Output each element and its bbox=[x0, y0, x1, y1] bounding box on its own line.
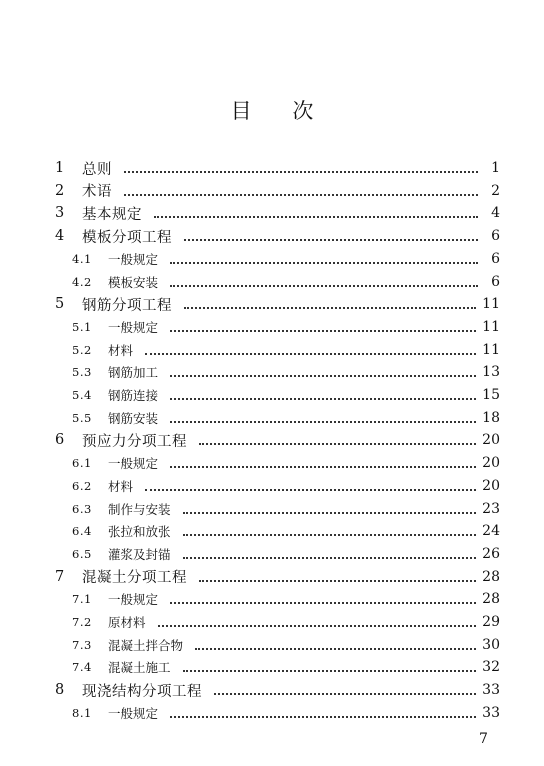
toc-entry-number: 8.1 bbox=[72, 705, 92, 720]
dot-leader bbox=[170, 262, 478, 264]
toc-entry-page: 28 bbox=[482, 591, 500, 608]
toc-entry-label: 制作与安装 bbox=[108, 501, 171, 517]
toc-entry-label: 混凝土施工 bbox=[108, 660, 171, 676]
toc-chapter-row bbox=[55, 202, 500, 224]
toc-chapter-row bbox=[55, 679, 500, 701]
toc-entry-label: 一般规定 bbox=[108, 456, 159, 472]
toc-entry-number: 8 bbox=[55, 682, 65, 699]
toc-section-row bbox=[72, 384, 500, 406]
toc-entry-number: 3 bbox=[55, 205, 65, 222]
toc-entry-number: 6.1 bbox=[72, 456, 92, 471]
dot-leader bbox=[195, 648, 476, 650]
toc-entry-label: 钢筋安装 bbox=[108, 410, 159, 426]
dot-leader bbox=[170, 330, 476, 332]
toc-entry-page: 11 bbox=[482, 318, 500, 335]
dot-leader bbox=[183, 534, 477, 536]
toc-entry-number: 6.4 bbox=[72, 524, 92, 539]
toc-entry-number: 5.5 bbox=[72, 410, 92, 425]
toc-entry-number: 6.5 bbox=[72, 546, 92, 561]
toc-entry-page: 6 bbox=[491, 228, 500, 245]
toc-section-row bbox=[72, 702, 500, 724]
toc-entry-page: 2 bbox=[491, 182, 500, 199]
page-title bbox=[0, 95, 544, 125]
toc-entry-number: 2 bbox=[55, 182, 65, 199]
toc-entry-label: 原材料 bbox=[108, 615, 146, 630]
dot-leader bbox=[199, 443, 476, 445]
toc-entry-number: 5.2 bbox=[72, 342, 92, 357]
toc-entry-label: 混凝土分项工程 bbox=[82, 570, 187, 587]
toc-entry-label: 混凝土拌合物 bbox=[108, 637, 184, 653]
dot-leader bbox=[145, 489, 476, 491]
toc-section-row bbox=[72, 588, 500, 610]
toc-entry-page: 11 bbox=[482, 296, 500, 313]
dot-leader bbox=[170, 466, 476, 468]
toc-entry-page: 15 bbox=[482, 387, 500, 403]
toc-entry-number: 7.2 bbox=[72, 615, 92, 629]
toc-entry-number: 6 bbox=[55, 432, 65, 449]
toc-entry-number: 6.3 bbox=[72, 501, 92, 516]
toc-entry-number: 1 bbox=[55, 160, 65, 176]
toc-section-row bbox=[72, 634, 500, 656]
toc-entry-label: 钢筋分项工程 bbox=[82, 297, 172, 314]
toc-section-row bbox=[72, 452, 500, 474]
dot-leader bbox=[214, 693, 476, 695]
toc-entry-label: 钢筋连接 bbox=[108, 388, 159, 403]
dot-leader bbox=[124, 194, 478, 196]
toc-entry-page: 6 bbox=[491, 250, 500, 267]
toc-section-row bbox=[72, 316, 500, 338]
toc-entry-label: 钢筋加工 bbox=[108, 365, 159, 381]
toc-entry-label: 一般规定 bbox=[108, 319, 159, 335]
toc-chapter-row bbox=[55, 157, 500, 179]
toc-entry-label: 基本规定 bbox=[82, 206, 142, 223]
toc-entry-number: 5.4 bbox=[72, 388, 92, 402]
toc-entry-page: 20 bbox=[482, 432, 500, 449]
toc-entry-page: 28 bbox=[482, 568, 500, 585]
toc-entry-page: 33 bbox=[482, 704, 500, 721]
toc-entry-label: 总则 bbox=[82, 161, 112, 178]
toc-entry-number: 5.1 bbox=[72, 319, 92, 334]
toc-entry-label: 一般规定 bbox=[108, 592, 159, 608]
dot-leader bbox=[199, 580, 476, 582]
toc-entry-number: 6.2 bbox=[72, 478, 92, 493]
toc-entry-number: 7.3 bbox=[72, 637, 92, 652]
dot-leader bbox=[183, 670, 477, 672]
dot-leader bbox=[183, 557, 477, 559]
toc-entry-label: 张拉和放张 bbox=[108, 524, 171, 540]
toc-entry-page: 18 bbox=[482, 409, 500, 426]
toc-entry-page: 20 bbox=[482, 455, 500, 472]
dot-leader bbox=[170, 398, 476, 400]
toc-entry-number: 7.1 bbox=[72, 592, 92, 607]
toc-chapter-row bbox=[55, 180, 500, 202]
toc-entry-label: 模板分项工程 bbox=[82, 229, 172, 246]
toc-section-row bbox=[72, 339, 500, 361]
toc-entry-label: 模板安装 bbox=[108, 274, 159, 290]
toc-entry-label: 材料 bbox=[108, 342, 134, 358]
dot-leader bbox=[184, 307, 476, 309]
toc-entry-number: 4.1 bbox=[72, 251, 92, 266]
toc-entry-page: 33 bbox=[482, 682, 500, 699]
toc-entry-page: 30 bbox=[482, 636, 500, 653]
title-char-2: 次 bbox=[292, 99, 314, 123]
title-char-1: 目 bbox=[230, 99, 252, 123]
toc-chapter-row bbox=[55, 293, 500, 315]
dot-leader bbox=[184, 239, 478, 241]
page-number: 7 bbox=[479, 731, 488, 747]
toc-entry-label: 灌浆及封锚 bbox=[108, 546, 171, 562]
dot-leader bbox=[124, 171, 478, 173]
toc-chapter-row bbox=[55, 225, 500, 247]
toc-entry-page: 11 bbox=[482, 341, 500, 358]
dot-leader bbox=[170, 375, 476, 377]
toc-entry-number: 7 bbox=[55, 568, 65, 585]
dot-leader bbox=[183, 512, 477, 514]
toc-section-row bbox=[72, 361, 500, 383]
dot-leader bbox=[154, 216, 478, 218]
dot-leader bbox=[158, 625, 477, 627]
toc-entry-page: 26 bbox=[482, 545, 500, 562]
toc-chapter-row bbox=[55, 566, 500, 588]
toc-entry-page: 24 bbox=[482, 523, 500, 540]
toc-section-row bbox=[72, 611, 500, 633]
toc-section-row bbox=[72, 543, 500, 565]
toc-entry-label: 一般规定 bbox=[108, 251, 159, 267]
toc-section-row bbox=[72, 498, 500, 520]
toc-entry-number: 7.4 bbox=[72, 660, 92, 675]
toc-entry-page: 13 bbox=[482, 364, 500, 381]
toc-entry-label: 术语 bbox=[82, 184, 112, 201]
toc-section-row bbox=[72, 520, 500, 542]
toc-entry-page: 32 bbox=[482, 659, 500, 676]
toc-entry-number: 5.3 bbox=[72, 365, 92, 380]
dot-leader bbox=[170, 602, 476, 604]
dot-leader bbox=[170, 716, 476, 718]
toc-entry-label: 预应力分项工程 bbox=[82, 433, 187, 450]
toc-section-row bbox=[72, 271, 500, 293]
toc-entry-page: 23 bbox=[482, 500, 500, 517]
toc-entry-page: 6 bbox=[491, 273, 500, 290]
toc-entry-number: 4 bbox=[55, 228, 65, 245]
toc-entry-label: 材料 bbox=[108, 478, 134, 494]
toc-section-row bbox=[72, 248, 500, 270]
dot-leader bbox=[145, 353, 476, 355]
toc-section-row bbox=[72, 475, 500, 497]
toc-chapter-row bbox=[55, 429, 500, 451]
toc-entry-label: 一般规定 bbox=[108, 705, 159, 721]
toc-entry-page: 4 bbox=[491, 205, 500, 222]
toc-entry-page: 20 bbox=[482, 477, 500, 494]
toc-entry-number: 4.2 bbox=[72, 274, 92, 289]
toc-section-row bbox=[72, 407, 500, 429]
toc-entry-page: 29 bbox=[482, 614, 500, 630]
toc-section-row bbox=[72, 656, 500, 678]
dot-leader bbox=[170, 285, 478, 287]
dot-leader bbox=[170, 421, 476, 423]
toc-entry-label: 现浇结构分项工程 bbox=[82, 683, 202, 700]
toc-entry-page: 1 bbox=[491, 160, 500, 176]
toc-entry-number: 5 bbox=[55, 296, 65, 313]
